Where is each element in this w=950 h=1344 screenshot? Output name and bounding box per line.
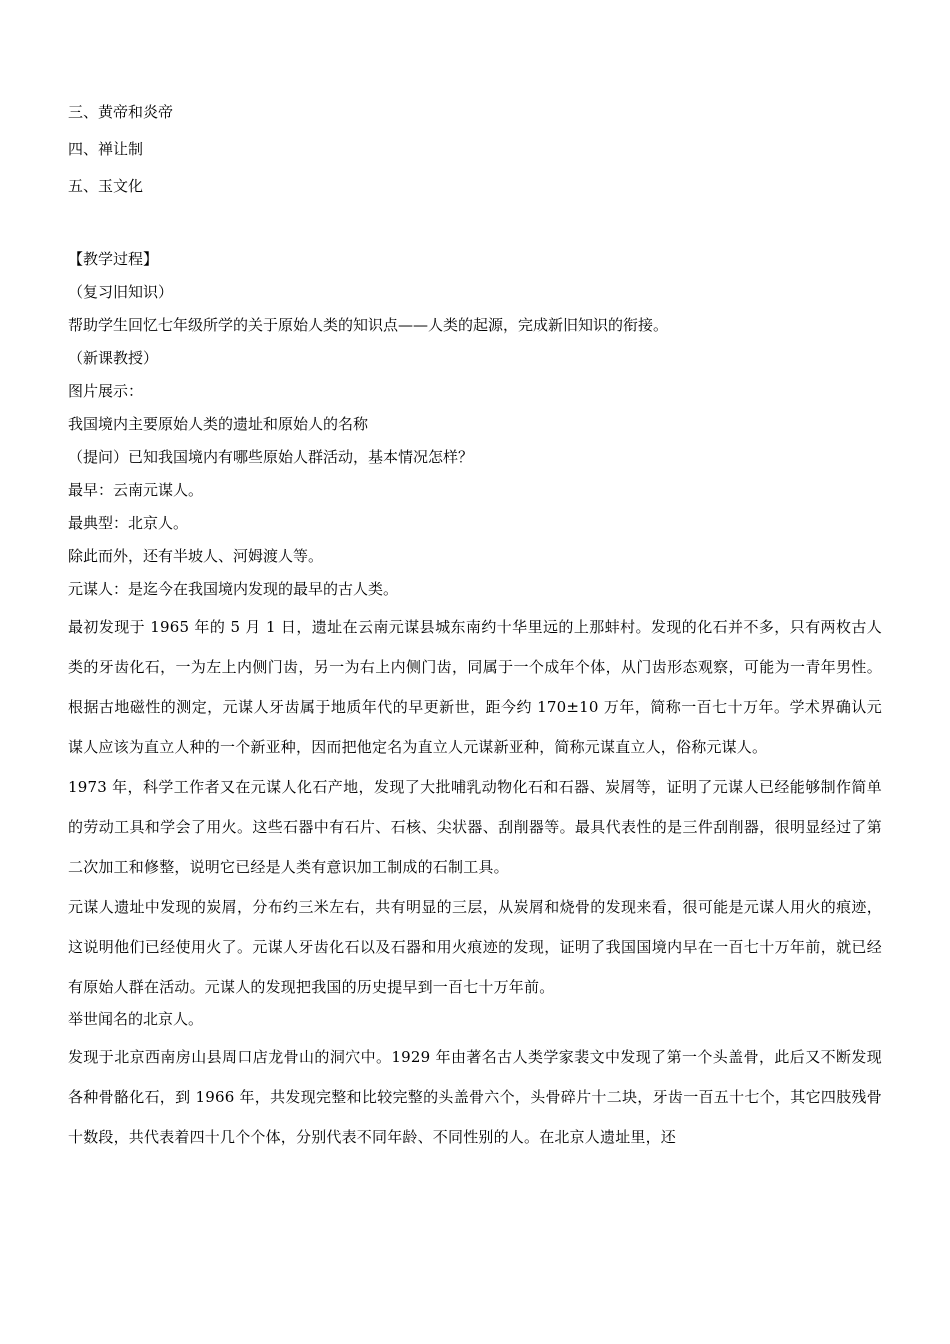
picture-caption: 我国境内主要原始人类的遗址和原始人的名称 xyxy=(68,415,369,433)
new-lesson-heading: （新课教授） xyxy=(68,349,159,367)
beijing-intro: 举世闻名的北京人。 xyxy=(68,1010,204,1028)
beijing-paragraph-1: 发现于北京西南房山县周口店龙骨山的洞穴中。1929 年由著名古人类学家裴文中发现了第一个头盖骨，此后又不断发现各种骨骼化石，到 1966 年，共发现完整和比较完整的头盖骨六个，头骨碎片十二块，牙齿一百五十七个，其它四肢残骨十数段，共代表着四十几个个体，分别代表不同年龄、不同性别的人。在北京人遗址里，还 xyxy=(68,1048,882,1146)
question-text: （提问）已知我国境内有哪些原始人群活动，基本情况怎样？ xyxy=(68,448,474,466)
earliest-text: 最早：云南元谋人。 xyxy=(68,481,204,499)
yuanmou-intro: 元谋人：是迄今在我国境内发现的最早的古人类。 xyxy=(68,580,399,598)
outline-item: 五、玉文化 xyxy=(68,177,144,195)
outline-item: 四、禅让制 xyxy=(68,140,144,158)
outline-list xyxy=(68,100,882,211)
teaching-process-section xyxy=(68,247,882,1157)
yuanmou-paragraph-1: 最初发现于 1965 年的 5 月 1 日，遗址在云南元谋县城东南约十华里远的上那蚌村。发现的化石并不多，只有两枚古人类的牙齿化石，一为左上内侧门齿，另一为右上内侧门齿，同属于一个成年个体，从门齿形态观察，可能为一青年男性。根据古地磁性的测定，元谋人牙齿属于地质年代的早更新世，距今约 170±10 万年，简称一百七十万年。学术界确认元谋人应该为直立人种的一个新亚种，因而把他定名为直立人元谋新亚种，简称元谋直立人，俗称元谋人。 xyxy=(68,618,882,756)
typical-text: 最典型：北京人。 xyxy=(68,514,189,532)
yuanmou-paragraph-3: 元谋人遗址中发现的炭屑，分布约三米左右，共有明显的三层，从炭屑和烧骨的发现来看，很可能是元谋人用火的痕迹，这说明他们已经使用火了。元谋人牙齿化石以及石器和用火痕迹的发现，证明了我国国境内早在一百七十万年前，就已经有原始人群在活动。元谋人的发现把我国的历史提早到一百七十万年前。 xyxy=(68,898,882,996)
outline-item: 三、黄帝和炎帝 xyxy=(68,103,174,121)
others-text: 除此而外，还有半坡人、河姆渡人等。 xyxy=(68,547,324,565)
section-title: 【教学过程】 xyxy=(68,250,159,268)
picture-label: 图片展示： xyxy=(68,382,144,400)
yuanmou-paragraph-2: 1973 年，科学工作者又在元谋人化石产地，发现了大批哺乳动物化石和石器、炭屑等，证明了元谋人已经能够制作简单的劳动工具和学会了用火。这些石器中有石片、石核、尖状器、刮削器等。最具代表性的是三件刮削器，很明显经过了第二次加工和修整，说明它已经是人类有意识加工制成的石制工具。 xyxy=(68,778,882,876)
review-text: 帮助学生回忆七年级所学的关于原始人类的知识点——人类的起源，完成新旧知识的衔接。 xyxy=(68,316,669,334)
review-heading: （复习旧知识） xyxy=(68,283,174,301)
